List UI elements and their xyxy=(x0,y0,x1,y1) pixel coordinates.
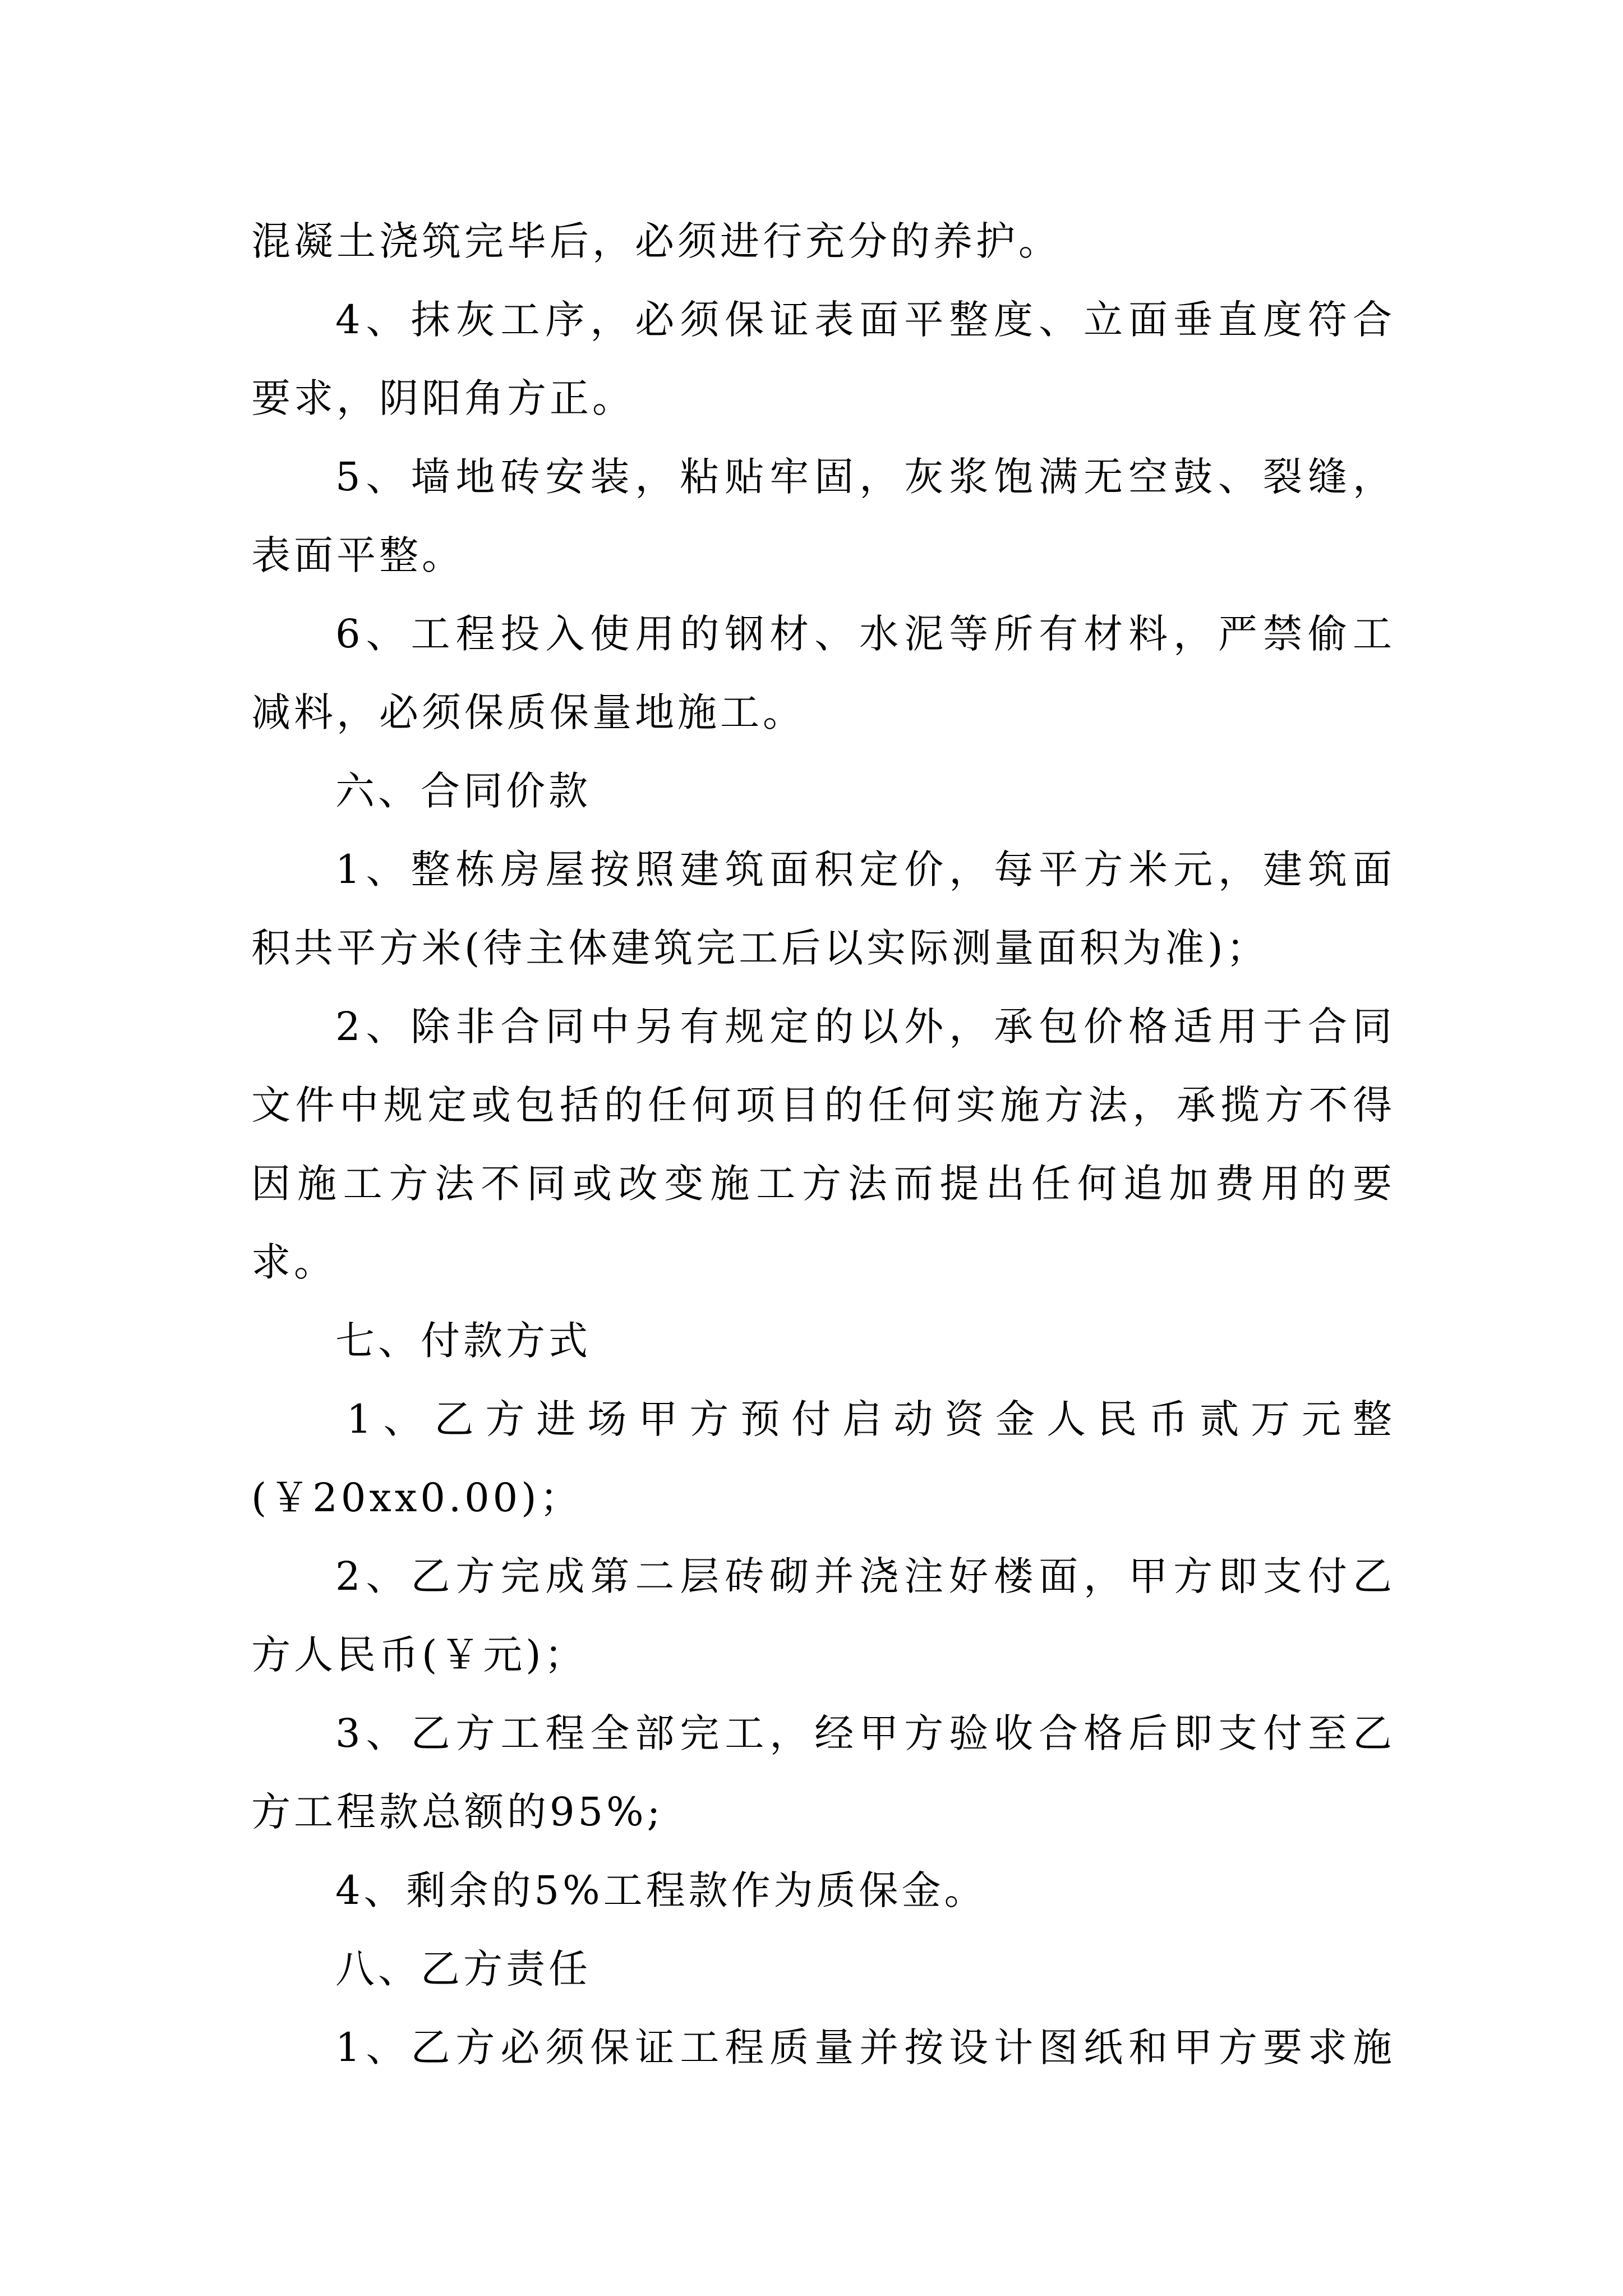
paragraph-line: 3、乙方工程全部完工，经甲方验收合格后即支付至乙 xyxy=(335,1710,1395,1756)
paragraph-line: 4、剩余的5%工程款作为质保金。 xyxy=(335,1867,987,1913)
paragraph-line: (￥20xx0.00)； xyxy=(251,1475,583,1521)
paragraph-line: 求。 xyxy=(251,1239,336,1285)
section-heading: 六、合同价款 xyxy=(335,768,591,814)
paragraph-line: 要求，阴阳角方正。 xyxy=(251,375,635,421)
paragraph-line: 1、乙方进场甲方预付启动资金人民币贰万元整 xyxy=(347,1396,1395,1442)
paragraph-line: 表面平整。 xyxy=(251,532,464,578)
paragraph-line: 2、除非合同中另有规定的以外，承包价格适用于合同 xyxy=(335,1004,1395,1050)
paragraph-line: 1、乙方必须保证工程质量并按设计图纸和甲方要求施 xyxy=(335,2024,1395,2070)
paragraph-line: 方人民币(￥元)； xyxy=(251,1632,587,1678)
paragraph-line: 6、工程投入使用的钢材、水泥等所有材料，严禁偷工 xyxy=(335,611,1395,657)
paragraph-line: 2、乙方完成第二层砖砌并浇注好楼面，甲方即支付乙 xyxy=(335,1553,1395,1599)
paragraph-line: 5、墙地砖安装，粘贴牢固，灰浆饱满无空鼓、裂缝， xyxy=(335,454,1395,500)
paragraph-line: 方工程款总额的95%; xyxy=(251,1789,664,1835)
paragraph-line: 1、整栋房屋按照建筑面积定价，每平方米元，建筑面 xyxy=(335,846,1395,892)
section-heading: 八、乙方责任 xyxy=(335,1946,591,1992)
paragraph-line: 积共平方米(待主体建筑完工后以实际测量面积为准)； xyxy=(251,925,1269,971)
paragraph-line: 混凝土浇筑完毕后，必须进行充分的养护。 xyxy=(251,218,1061,264)
paragraph-line: 因施工方法不同或改变施工方法而提出任何追加费用的要 xyxy=(251,1161,1395,1207)
paragraph-line: 减料，必须保质保量地施工。 xyxy=(251,689,805,735)
paragraph-line: 4、抹灰工序，必须保证表面平整度、立面垂直度符合 xyxy=(335,297,1395,343)
section-heading: 七、付款方式 xyxy=(335,1318,591,1364)
paragraph-line: 文件中规定或包括的任何项目的任何实施方法，承揽方不得 xyxy=(251,1082,1395,1128)
